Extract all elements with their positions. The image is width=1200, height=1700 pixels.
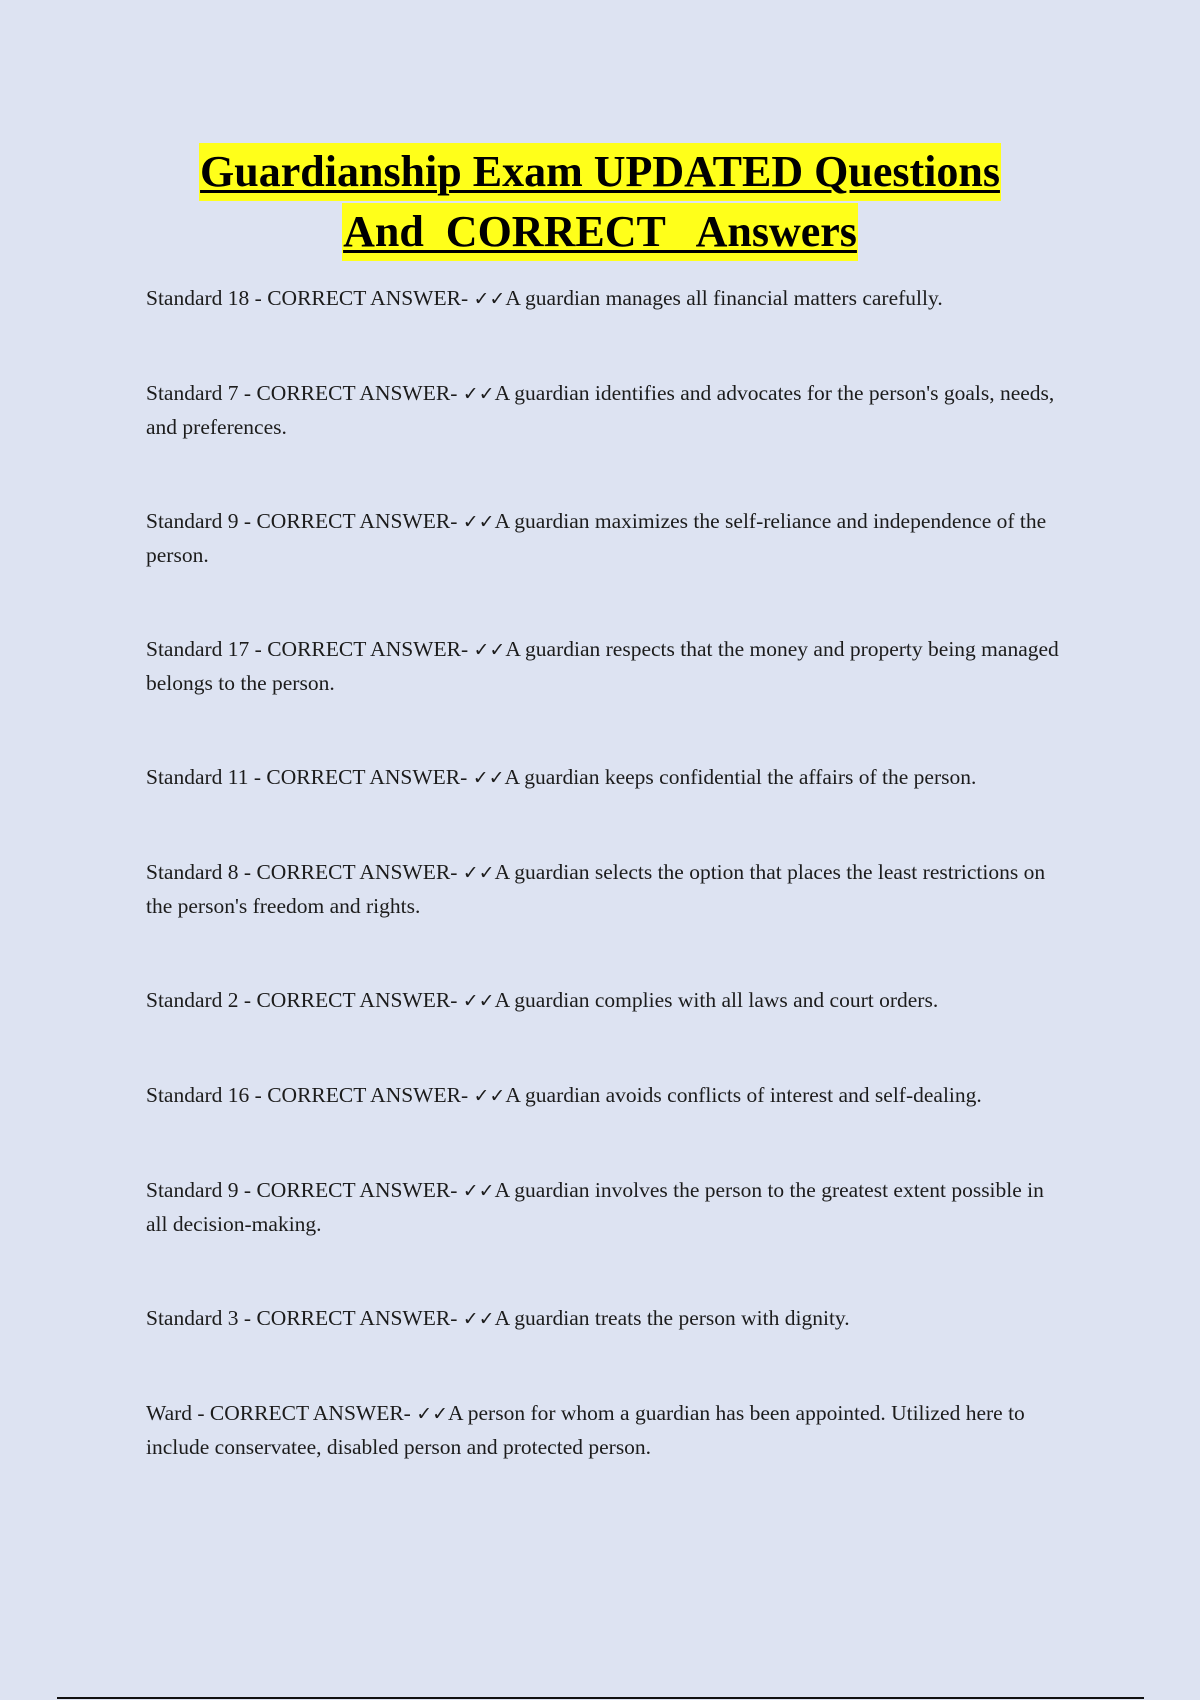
check-mark-icon: ✓✓ [472, 767, 505, 789]
check-mark-icon: ✓✓ [462, 862, 495, 884]
list-item [146, 1302, 1066, 1336]
entry-answer: A guardian keeps confidential the affairs of the person. [504, 765, 977, 789]
entry-term: Standard 7 - CORRECT ANSWER- [146, 381, 463, 405]
entry-answer: A guardian selects the option that places the least restrictions on the person's freedom and rights. [146, 860, 1046, 918]
entry-term: Standard 18 - CORRECT ANSWER- [146, 286, 474, 310]
page-footer-divider [57, 1697, 1144, 1699]
list-item [146, 1079, 1066, 1113]
entry-answer: A guardian avoids conflicts of interest and self-dealing. [505, 1083, 982, 1107]
entry-answer: A guardian manages all financial matters carefully. [505, 286, 943, 310]
check-mark-icon: ✓✓ [462, 383, 495, 405]
check-mark-icon: ✓✓ [473, 1085, 506, 1107]
list-item [146, 633, 1066, 700]
entry-term: Ward - CORRECT ANSWER- [146, 1401, 417, 1425]
entry-answer: A guardian complies with all laws and court orders. [494, 988, 939, 1012]
title-line-2: And CORRECT Answers [342, 203, 858, 261]
answer-list [146, 282, 1066, 1525]
entry-answer: A person for whom a guardian has been appointed. Utilized here to include conservatee, disabled person and protected person. [146, 1401, 1025, 1459]
check-mark-icon: ✓✓ [462, 1180, 495, 1202]
list-item [146, 282, 1066, 316]
entry-answer: A guardian maximizes the self-reliance and independence of the person. [146, 509, 1047, 567]
entry-term: Standard 11 - CORRECT ANSWER- [146, 765, 473, 789]
check-mark-icon: ✓✓ [473, 288, 506, 310]
title-line-1: Guardianship Exam UPDATED Questions [199, 143, 1001, 201]
list-item [146, 1397, 1066, 1464]
entry-answer: A guardian identifies and advocates for the person's goals, needs, and preferences. [146, 381, 1055, 439]
entry-answer: A guardian involves the person to the greatest extent possible in all decision-making. [146, 1178, 1044, 1236]
document-title [0, 143, 1200, 261]
check-mark-icon: ✓✓ [462, 990, 495, 1012]
entry-answer: A guardian respects that the money and property being managed belongs to the person. [146, 637, 1059, 695]
entry-term: Standard 16 - CORRECT ANSWER- [146, 1083, 474, 1107]
entry-answer: A guardian treats the person with dignity. [494, 1306, 850, 1330]
list-item [146, 856, 1066, 923]
list-item [146, 377, 1066, 444]
entry-term: Standard 17 - CORRECT ANSWER- [146, 637, 474, 661]
check-mark-icon: ✓✓ [416, 1403, 449, 1425]
entry-term: Standard 3 - CORRECT ANSWER- [146, 1306, 463, 1330]
list-item [146, 1174, 1066, 1241]
entry-term: Standard 2 - CORRECT ANSWER- [146, 988, 463, 1012]
check-mark-icon: ✓✓ [473, 639, 506, 661]
list-item [146, 505, 1066, 572]
list-item [146, 761, 1066, 795]
entry-term: Standard 9 - CORRECT ANSWER- [146, 1178, 463, 1202]
entry-term: Standard 8 - CORRECT ANSWER- [146, 860, 463, 884]
check-mark-icon: ✓✓ [462, 1308, 495, 1330]
entry-term: Standard 9 - CORRECT ANSWER- [146, 509, 463, 533]
list-item [146, 984, 1066, 1018]
check-mark-icon: ✓✓ [462, 511, 495, 533]
